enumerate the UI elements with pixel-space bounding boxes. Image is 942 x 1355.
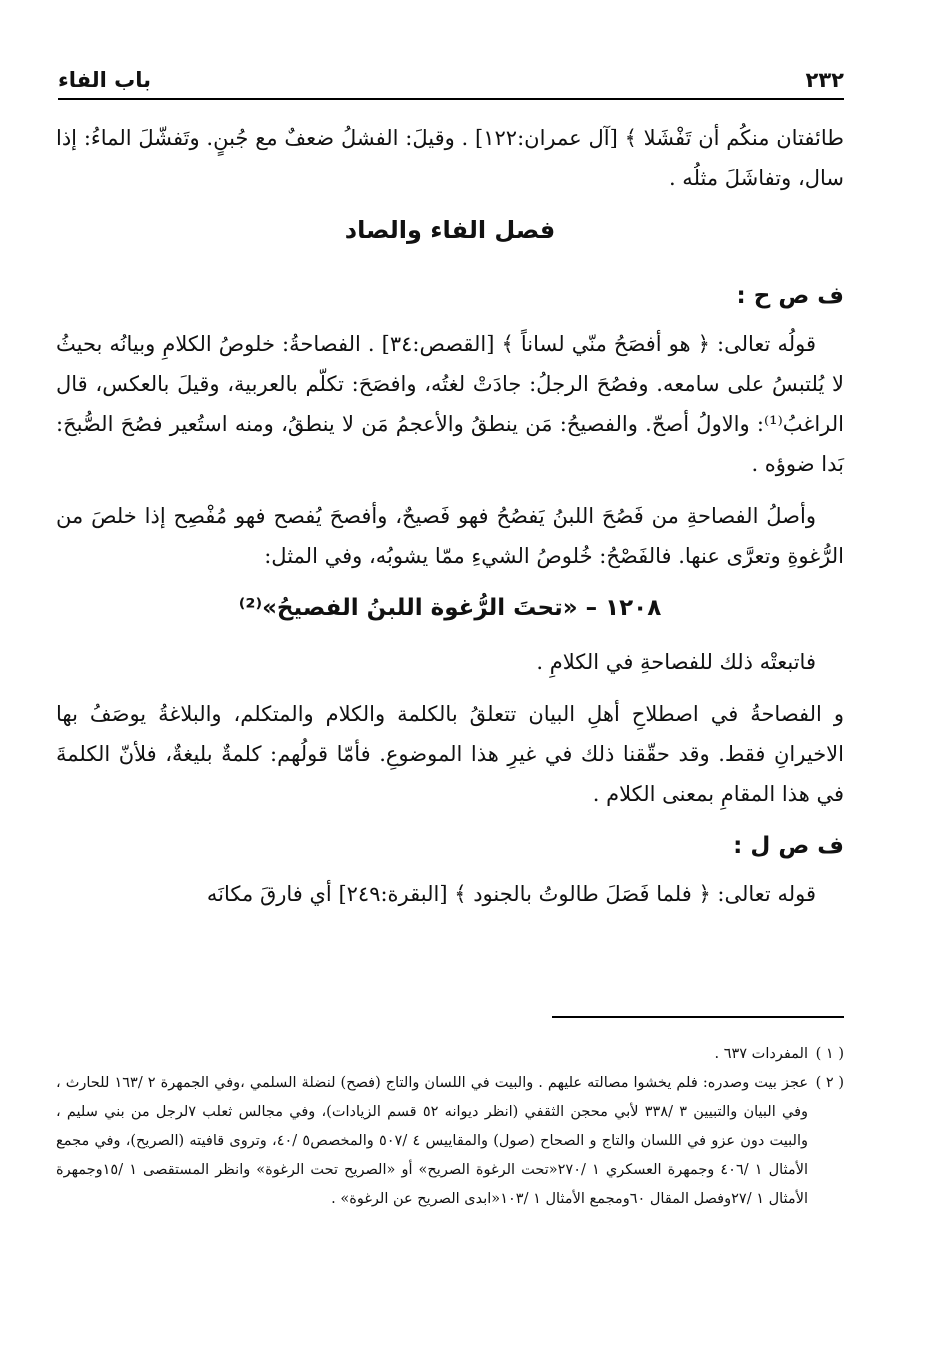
entry-heading-fsl: ف ص ل : (733, 833, 844, 859)
footnote-separator (552, 1016, 844, 1018)
main-text (56, 118, 844, 926)
footnote-2 (56, 1069, 844, 1214)
entry-heading-fsh: ف ص ح : (736, 283, 844, 309)
page-number: ٢٣٢ (805, 68, 844, 92)
footnote-1 (56, 1040, 844, 1069)
paragraph-istilah: و الفصاحةُ في اصطلاحِ أهلِ البيان تتعلقُ بالكلمة والكلام والمتكلم، والبلاغةُ يوصَفُ بها الاخيرانِ فقط. وقد حقّقنا ذلك في غيرِ هذا الموضوعِ. فأمّا قولُهم: كلمةٌ بليغةٌ، فلأنّ الكلمةَ في هذا المقامِ بمعنى الكلام . (56, 702, 844, 806)
paragraph-asl-fasaha: وأصلُ الفصاحةِ من فَصُحَ اللبنُ يَفصُحُ فهو فَصيحٌ، وأفصحَ يُفصح فهو مُفْصِح إذا خلصَ من الرُّغوةِ وتعرَّى عنها. فالفَصْحُ: خُلوصُ الشيءِ ممّا يشوبُه، وفي المثل: (56, 504, 844, 568)
paragraph-followup: فاتبعتْه ذلك للفصاحةِ في الكلامِ . (536, 650, 816, 674)
header-rule (58, 98, 844, 100)
footnote-text: المفردات ٦٣٧ . (714, 1046, 808, 1062)
section-title: فصل الفاء والصاد (344, 216, 556, 244)
paragraph-fasaha: قولُه تعالى: ﴿ هو أفصَحُ منّي لساناً ﴾ [القصص:٣٤] . الفصاحةُ: خلوصُ الكلامِ وبيانُه بحيثُ لا يُلتبسُ على سامعه. وفصُحَ الرجلُ: جادَتْ لغتُه، وافصَحَ: تكلّم بالعربية، وقيلَ بالعكس، قال الراغبُ⁽¹⁾: والاولُ أصحّ. والفصيحُ: مَن ينطقُ والأعجمُ مَن لا ينطقُ، ومنه استُعير فصُحَ الصُّبحَ: بَدا ضوؤه . (56, 332, 844, 476)
proverb-line: ١٢٠٨ – «تحتَ الرُّغوة اللبنُ الفصيحُ»⁽²⁾ (238, 595, 662, 621)
chapter-title: باب الفاء (58, 68, 152, 92)
footnote-text: عجز بيت وصدره: فلم يخشوا مصالته عليهم . والبيت في اللسان والتاج (فصح) لنضلة السلمي ،وفي الجمهرة ٢ /١٦٣ للحارث ، وفي البيان والتبيين ٣ /٣٣٨ لأبي محجن الثقفي (انظر ديوانه ٥٢ قسم الزيادات)، وفي مجالس ثعلب ٧لرجل من بني سليم ، والبيت دون عزو في اللسان والتاج و الصحاح (صول) والمقاييس ٤ /٥٠٧ والمخصص٥ /٤٠، وتروى قافيته (الصريح)، وفي مجمع الأمثال ١ /٤٠٦ وجمهرة العسكري ١ /٢٧٠«تحت الرغوة الصريح» أو «الصريح تحت الرغوة» وانظر المستقصى ١ /١٥وجمهرة الأمثال ١ /٢٧وفصل المقال ٦٠ومجمع الأمثال ١ /١٠٣«ابدى الصريح عن الرغوة» . (56, 1075, 809, 1207)
paragraph-continuation: طائفتان منكُم أن تَفْشَلا ﴾ [آل عمران:١٢٢] . وقيلَ: الفشلُ ضعفٌ مع جُبنٍ. وتَفشّلَ الماءُ: إذا سال، وتفاشَلَ مثلُه . (56, 126, 844, 190)
paragraph-fasala: قوله تعالى: ﴿ فلما فَصَلَ طالوتُ بالجنود ﴾ [البقرة:٢٤٩] أي فارقَ مكانَه (206, 882, 816, 906)
page-header (58, 58, 844, 92)
footnote-number: ( ٢ ) (815, 1075, 844, 1091)
footnotes (56, 1040, 844, 1214)
footnote-number: ( ١ ) (815, 1046, 844, 1062)
